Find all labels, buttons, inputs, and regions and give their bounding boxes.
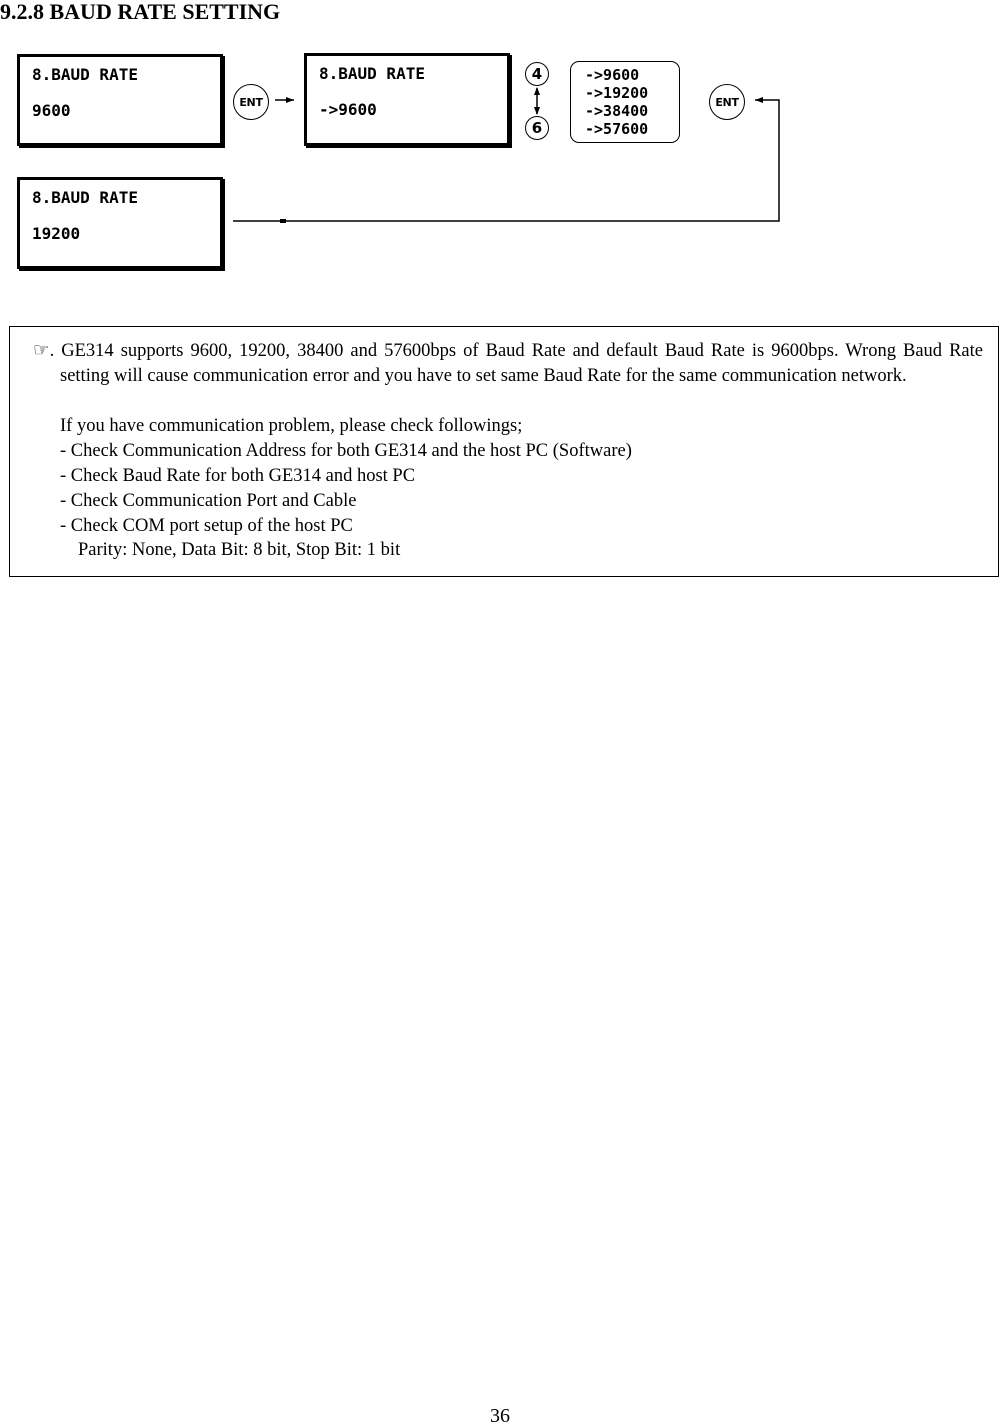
pointing-hand-icon: ☞ [33, 341, 50, 361]
lcd-line-1: 8.BAUD RATE [32, 188, 138, 207]
option-38400: ->38400 [585, 102, 649, 120]
lcd-line-2: 9600 [32, 101, 71, 120]
check-item: - Check COM port setup of the host PC [60, 516, 353, 536]
down-key [525, 116, 549, 140]
lcd-line-1: 8.BAUD RATE [319, 64, 425, 83]
baud-rate-options [570, 61, 680, 143]
note-box [9, 326, 999, 577]
note-intro: If you have communication problem, please check followings; [60, 416, 523, 436]
lcd-line-2: ->9600 [319, 100, 377, 119]
return-path-marker [280, 219, 286, 223]
down-key-label: 6 [531, 119, 543, 137]
enter-key-label: ENT [715, 95, 739, 109]
check-item: - Check Communication Port and Cable [60, 491, 357, 511]
up-key [525, 62, 549, 86]
arrowhead-up [534, 87, 540, 95]
lcd-display-edit [304, 53, 510, 146]
enter-key-label: ENT [239, 95, 263, 109]
enter-key-confirm [709, 84, 745, 120]
lcd-line-2: 19200 [32, 224, 81, 243]
lcd-display-result [17, 177, 223, 269]
lcd-display-initial [17, 54, 223, 146]
arrowhead-down [534, 107, 540, 115]
arrowhead-ent-to-edit [286, 97, 294, 103]
enter-key [233, 84, 269, 120]
lcd-line-1: 8.BAUD RATE [32, 65, 138, 84]
page-number: 36 [490, 1405, 510, 1427]
arrowhead-return-start [755, 97, 763, 103]
check-item: - Check Communication Address for both GE314 and the host PC (Software) [60, 441, 632, 461]
com-settings: Parity: None, Data Bit: 8 bit, Stop Bit: 1 bit [78, 540, 401, 560]
option-19200: ->19200 [585, 84, 649, 102]
note-paragraph [33, 339, 983, 389]
note-text: . GE314 supports 9600, 19200, 38400 and 57600bps of Baud Rate and default Baud Rate is 9600bps. Wrong Baud Rate setting will cause communication error and you have to set same Baud Rate for the same communication network. [49, 341, 983, 386]
section-title: 9.2.8 BAUD RATE SETTING [0, 0, 281, 24]
option-9600: ->9600 [585, 66, 640, 84]
option-57600: ->57600 [585, 120, 649, 138]
up-key-label: 4 [531, 65, 543, 83]
check-item: - Check Baud Rate for both GE314 and host PC [60, 466, 416, 486]
